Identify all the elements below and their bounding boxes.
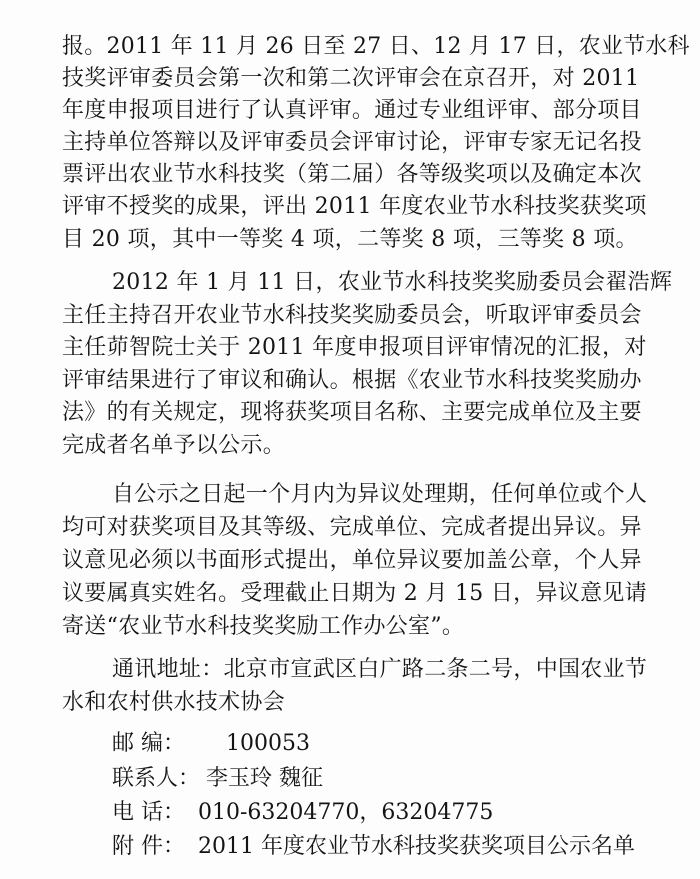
para3-line-1: 自公示之日起一个月内为异议处理期，任何单位或个人 xyxy=(112,482,648,507)
para2-line-5: 法》的有关规定，现将获奖项目名称、主要完成单位及主要 xyxy=(62,400,642,425)
para1-line-6: 评审不授奖的成果，评出 2011 年度农业节水科技奖获奖项 xyxy=(62,194,647,219)
para3-line-5: 寄送“农业节水科技奖奖励工作办公室”。 xyxy=(62,614,465,639)
para2-line-6: 完成者名单予以公示。 xyxy=(62,433,286,458)
postcode-value: 100053 xyxy=(226,731,310,756)
attachment-label: 附 件： xyxy=(112,834,185,859)
postcode-label: 邮 编： xyxy=(112,731,185,756)
contact-value: 李玉玲 魏征 xyxy=(206,766,323,791)
para1-line-1: 报。2011 年 11 月 26 日至 27 日、12 月 17 日，农业节水科 xyxy=(62,34,690,59)
phone-label: 电 话： xyxy=(112,800,185,825)
para3-line-4: 议要属真实姓名。受理截止日期为 2 月 15 日，异议意见请 xyxy=(62,581,647,606)
para3-line-2: 均可对获奖项目及其等级、完成单位、完成者提出异议。异 xyxy=(62,515,642,540)
para2-line-3: 主任茆智院士关于 2011 年度申报项目评审情况的汇报，对 xyxy=(62,335,647,360)
para3-line-3: 议意见必须以书面形式提出，单位异议要加盖公章，个人异 xyxy=(62,548,642,573)
phone-value: 010-63204770，63204775 xyxy=(198,800,494,825)
contact-label: 联系人： xyxy=(112,766,201,791)
para1-line-2: 技奖评审委员会第一次和第二次评审会在京召开，对 2011 xyxy=(62,66,640,91)
para2-line-2: 主任主持召开农业节水科技奖奖励委员会，听取评审委员会 xyxy=(62,303,642,328)
para2-line-4: 评审结果进行了审议和确认。根据《农业节水科技奖奖励办 xyxy=(62,368,642,393)
para1-line-4: 主持单位答辩以及评审委员会评审讨论，评审专家无记名投 xyxy=(62,130,642,155)
address-line-1: 通讯地址：北京市宣武区白广路二条二号，中国农业节 xyxy=(112,657,648,682)
para2-line-1: 2012 年 1 月 11 日，农业节水科技奖奖励委员会翟浩辉 xyxy=(112,270,673,295)
address-line-2: 水和农村供水技术协会 xyxy=(62,690,286,715)
para1-line-5: 票评出农业节水科技奖（第二届）各等级奖项以及确定本次 xyxy=(62,162,642,187)
para1-line-7: 目 20 项，其中一等奖 4 项，二等奖 8 项，三等奖 8 项。 xyxy=(62,227,638,252)
attachment-value: 2011 年度农业节水科技奖获奖项目公示名单 xyxy=(198,834,635,859)
para1-line-3: 年度申报项目进行了认真评审。通过专业组评审、部分项目 xyxy=(62,98,642,123)
